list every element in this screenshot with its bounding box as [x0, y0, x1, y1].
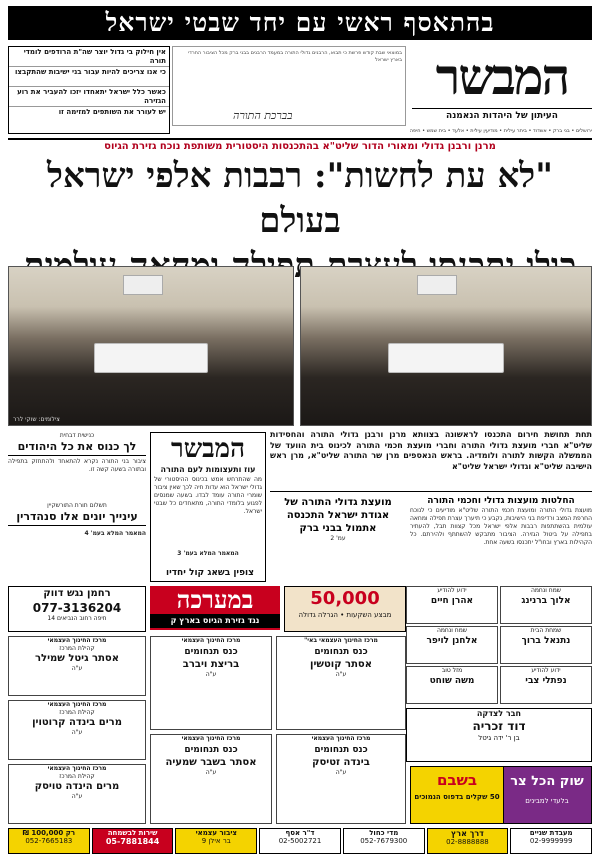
bottom-ad-phone: 052-7679300 — [360, 837, 408, 845]
notice-head: כנס תנחומים — [184, 647, 238, 657]
notice-org: מרכז החינוך העצמאי — [47, 701, 107, 708]
decisions-article — [410, 496, 592, 566]
notice-org: מרכז החינוך העצמאי — [47, 637, 107, 644]
notice-card — [276, 636, 406, 730]
mazal-name: משה שוחט — [429, 676, 475, 686]
notice-head: קהילת המרכז — [59, 645, 95, 652]
lede-paragraph: תחת תחושת חירום התכנסו לראשונה בצוותא מרנן ורבנן גדולי התורה והחסידות שליט"א חברי מועצת גדולי התורה וחברי מועצת חכמי התורה לכינוס בית הוועד של הממשלה הקשות לתורה ולומדיה. בראש הנאספים מרן שר התורה שליט"א, מרן ראש הישיבה שליט"א וגדולי ישראל שליט"א — [270, 430, 592, 492]
kicker: מרנן ורבנן גדולי ומאורי הדור שליט"א בהתכנסות היסטורית משותפת נוכח גזירת הגיוס — [8, 138, 592, 152]
bottom-ad — [175, 828, 257, 854]
editorial-body: מה שהתרחש אמש בכינוס ההיסטורי של גדולי ישראל הוא עדות חיה לכך שאין ציבור שומרי התורה עומד לבדו. בשעה שמנסים לפגוע בלומדי התורה, מתאחדים כל שבטי ישראל. — [154, 476, 262, 515]
notice-org: מרכז החינוך העצמאי — [311, 735, 371, 742]
photo-wall — [417, 275, 457, 295]
notice-name: מרים בינדה קרוטוין — [32, 717, 122, 728]
bottom-ad-title: דרך ארץ — [451, 829, 484, 838]
mazal-head: ידוע להודיע — [531, 667, 561, 674]
photo-table — [94, 343, 208, 373]
notice-org: מרכז החינוך העצמאי — [181, 637, 241, 644]
mazal-tov-card — [406, 666, 498, 704]
quote-item: יש לעורר את השותפים למזימה זו — [58, 108, 166, 116]
ad-yellow — [410, 766, 504, 824]
quote-item: אין חילוק בי גדול יוצר שה"ת הרודפים לומדי תורה — [9, 47, 169, 67]
notice-sub: ע"ה — [71, 665, 83, 672]
notice-card — [8, 700, 146, 760]
editorial-logo: המבשר — [170, 434, 246, 464]
ad-purple-title: שוק הכל צר — [510, 774, 584, 789]
notice-name: בריצת ויברב — [182, 659, 240, 670]
bottom-ad — [92, 828, 174, 854]
bottom-ad-title: רק 100,000 ₪ — [22, 829, 76, 837]
sidebar-body: ציבור בני התורה נקרא להתאחד ולהתחזק בתפילה ובתורה בשעה קשה זו. — [8, 458, 146, 473]
editorial-subtitle: עוז ותעצומות לעם התורה — [160, 465, 256, 474]
ad-yellow-title: בשבם — [436, 771, 478, 789]
photo-right — [300, 266, 592, 426]
mazal-head: ידוע להודיע — [437, 587, 467, 594]
notice-name: אסתר קוטשין — [310, 659, 372, 670]
ad-left-mid-small: חיפה רחוב הנביאים 14 — [47, 615, 107, 622]
bottom-ad — [510, 828, 592, 854]
sidebar-title-2: עינייך יונים אלו סנהדרין — [8, 510, 146, 526]
notice-name: אסתר גיטל שמילר — [35, 653, 119, 664]
ad-purple-sub: בלעדי למבינים — [525, 797, 569, 805]
bottom-ad — [427, 828, 509, 854]
notice-sub: ע"ה — [205, 769, 217, 776]
bottom-ad-phone: 052-7665183 — [25, 837, 73, 845]
bottom-ad-title: ציבור עצמאי — [195, 829, 237, 837]
notice-name: בינדה זטיסק — [312, 757, 370, 768]
quotes-box — [8, 46, 170, 134]
photo-table — [388, 343, 504, 373]
ad-50000 — [284, 586, 406, 632]
notice-card — [8, 764, 146, 824]
notice-org: מרכז החינוך העצמאי באי" — [304, 637, 378, 644]
notice-sub: ע"ה — [205, 671, 217, 678]
sidebar-title-3: צופין בשאג קול יחדיו — [166, 568, 254, 578]
info-strip: ירושלים • בני ברק • אשדוד • ביתר עילית • מודיעין עילית • אלעד • בית שמש • חיפה — [409, 128, 592, 134]
ad-right-mid-name: דוד זכריה — [472, 719, 526, 733]
quote-item: כאשר כלל ישראל יתאחדו יזכו להעביר את רוע הגזירה — [9, 87, 169, 107]
bottom-ad-title: ד"ר אסף — [285, 829, 315, 837]
masthead — [412, 46, 592, 126]
sidebar-small-1: כנישית דבחית — [59, 432, 95, 439]
notice-card — [150, 636, 272, 730]
bottom-ad-phone: 02-8888888 — [446, 838, 489, 846]
bottom-ad-phone: 02-5002721 — [278, 837, 322, 845]
notice-head: קהילת המרכז — [59, 709, 95, 716]
mazal-head: שמח ונחמה — [436, 627, 468, 634]
sidebar-title-1: לך כנוס את כל היהודים — [8, 440, 146, 456]
notice-head: כנס תנחומים — [314, 647, 368, 657]
mazal-head: שמח ונחמה — [530, 587, 562, 594]
letter-signature: בברכת התורה — [233, 109, 293, 122]
mazal-name: נפתלי צבי — [525, 676, 567, 686]
ad-left-mid-phone: 077-3136204 — [32, 601, 122, 615]
decisions-body: מועצת גדולי התורה ומועצת חכמי התורה שליט"א מודיעים כי לנוכח החרפת המצב ורדיפת בני הישיבות, נקבע כי תיערך עצרת תפילה ומחאה עולמית בהשתתפות רבבות אלפי ישראל מכל קצוות תבל, להעתיר בתפילה על ביטול הגזירה. הציבור מתבקש להשתתף ולהירתם. כל הקהילות בארץ ובחו"ל יתכנסו בשעה אחת. — [410, 507, 592, 546]
editorial-box — [150, 432, 266, 582]
mazal-name: נתנאל ברוך — [521, 636, 571, 646]
notice-org: מרכז החינוך העצמאי — [181, 735, 241, 742]
bottom-ad-title: מעבדת שניים — [529, 829, 573, 837]
notice-card — [150, 734, 272, 824]
ad-50000-text: מבצע השקעות • הגרלה גדולה — [298, 611, 392, 619]
ad-yellow-sub: 50 שקלים בדפוס הנמוכים — [414, 793, 500, 801]
ad-right-mid-sub: בן ר' ידה גיטל — [478, 734, 520, 742]
notice-head: כנס תנחומים — [314, 745, 368, 755]
sidebar-link: המאמר המלא בעמ' 4 — [84, 530, 146, 537]
mazal-tov-card — [406, 626, 498, 664]
photo-credit: צילומים: שוקי לרר — [13, 416, 60, 423]
top-banner: בהתאסף ראשי עם יחד שבטי ישראל — [8, 6, 592, 40]
ad-right-mid — [406, 708, 592, 762]
headline-line-1: "לא עת לחשות": רבבות אלפי ישראל בעולם — [47, 156, 553, 241]
ad-left-mid-name: רחמן נגש דווק — [43, 588, 111, 599]
notice-head: קהילת המרכז — [59, 773, 95, 780]
red-banner-sub: נגד גזירת הגיוס בארץ ק — [150, 614, 280, 628]
notice-name: מרים הינדה טויסק — [34, 781, 120, 792]
notice-name: אסתר בשבר שמעיה — [165, 757, 257, 768]
mazal-name: אלוך ברנינג — [521, 596, 571, 606]
notice-sub: ע"ה — [71, 729, 83, 736]
red-banner-title: במערכה — [176, 585, 254, 614]
editorial-link: המאמר המלא בעמ' 3 — [177, 550, 239, 557]
masthead-tagline: העיתון של היהדות הנאמנה — [412, 108, 592, 123]
mazal-tov-card — [500, 666, 592, 704]
bottom-ad-phone: 05-7881844 — [105, 837, 160, 846]
headline — [8, 154, 592, 248]
notice-sub: ע"ה — [335, 671, 347, 678]
mazal-name: אהרן חיים — [430, 596, 474, 606]
decisions-title: החלטות מועצות גדולי וחכמי התורה — [427, 496, 575, 506]
council-title: מועצת גדולי התורה של אגודת ישראל התכנסה אתמול בבני ברק — [284, 497, 392, 534]
letter-block — [172, 46, 406, 126]
ad-purple — [502, 766, 592, 824]
ad-right-mid-head: חבר לצדקה — [476, 709, 522, 718]
sidebar-small-2: תשלום תורת התורשקיין — [47, 502, 107, 509]
bottom-ad — [8, 828, 90, 854]
mazal-tov-card — [406, 586, 498, 624]
notice-sub: ע"ה — [335, 769, 347, 776]
mazal-head: שמחת הבית — [530, 627, 562, 634]
council-article — [270, 496, 406, 566]
bottom-ad-title: מדי כחול — [369, 829, 399, 837]
ad-50000-amount: 50,000 — [310, 588, 380, 609]
mazal-tov-card — [500, 626, 592, 664]
red-banner — [150, 586, 280, 630]
bottom-ad — [343, 828, 425, 854]
notice-sub: ע"ה — [71, 793, 83, 800]
photo-wall — [123, 275, 163, 295]
left-sidebar — [8, 432, 146, 582]
quote-item: כי אנו צריכים להיות עבור בני ישיבות שהתקבצו — [9, 67, 169, 87]
notice-org: מרכז החינוך העצמאי — [47, 765, 107, 772]
mazal-tov-grid — [406, 586, 592, 704]
bottom-ad-phone: בר אילן 9 — [201, 837, 231, 845]
notice-head: כנס תנחומים — [184, 745, 238, 755]
bottom-ad-title: שירות לבשמחה — [107, 829, 158, 837]
mazal-tov-card — [500, 586, 592, 624]
bottom-ad — [259, 828, 341, 854]
notice-card — [276, 734, 406, 824]
photo-left — [8, 266, 294, 426]
masthead-logo: המבשר — [435, 47, 569, 106]
bottom-ads-row — [8, 828, 592, 854]
ad-left-mid — [8, 586, 146, 632]
council-byline: עמ' 2 — [330, 535, 346, 542]
letter-text: במוצאי שבת קודש פרשת כי תבוא, הרבנים גדולי התורה במעמד הרבנים בבני ברק מכל הציבור החרדי בארץ ישראל — [188, 50, 402, 63]
bottom-ad-phone: 02-9999999 — [529, 837, 573, 845]
notice-card — [8, 636, 146, 696]
mazal-head: מזל טוב — [441, 667, 463, 674]
mazal-name: אלחנן לויפר — [426, 636, 478, 646]
